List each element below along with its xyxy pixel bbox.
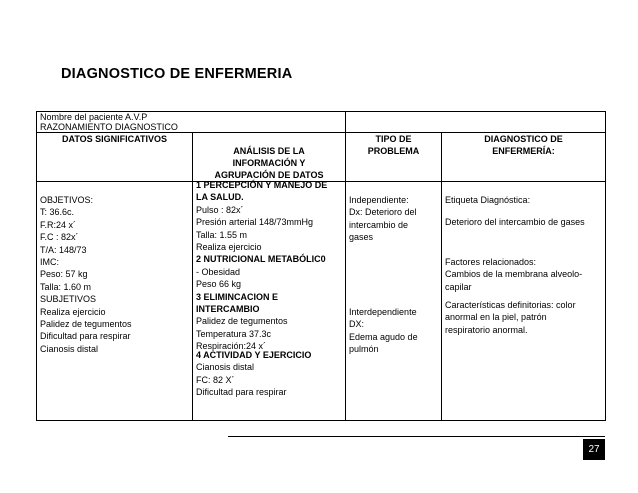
datos-line: Palidez de tegumentos [40, 319, 132, 330]
pattern-heading: 4 ACTIVIDAD Y EJERCICIO [196, 349, 312, 360]
patient-header-row [37, 112, 606, 133]
datos-line: Dificultad para respirar [40, 331, 131, 342]
col-header-tipo: TIPO DE PROBLEMA [346, 133, 442, 182]
diagnostico-cell: Etiqueta Diagnóstica: Deterioro del intercambio de gases Factores relacionados: Cambios de la membrana alveolo- capilar Características definitorias: color anormal en la piel, patrón respiratorio anormal. [442, 182, 606, 421]
tipo-cell: Independiente: Dx: Deterioro del intercambio de gases Interdependiente DX: Edema agudo de pulmón [346, 182, 442, 421]
col-header-diagnostico: DIAGNOSTICO DE ENFERMERÍA: [442, 133, 606, 182]
patient-name-cell [37, 112, 346, 133]
datos-line: IMC: [40, 257, 59, 268]
page-title: DIAGNOSTICO DE ENFERMERIA [61, 66, 293, 82]
datos-line: Realiza ejercicio [40, 306, 106, 317]
datos-line: SUBJETIVOS [40, 294, 97, 305]
diagnosis-table [36, 111, 606, 421]
patient-name-label: Nombre del paciente A.V.P [40, 112, 148, 122]
datos-line: Cianosis distal [40, 343, 99, 354]
datos-line: F.R:24 x´ [40, 219, 77, 230]
datos-line: T: 36.6c. [40, 207, 75, 218]
datos-line: T/A: 148/73 [40, 244, 87, 255]
column-header-row [37, 133, 606, 182]
datos-line: F.C : 82x´ [40, 232, 79, 243]
datos-line: Peso: 57 kg [40, 269, 88, 280]
content-row [37, 182, 606, 421]
col-header-datos: DATOS SIGNIFICATIVOS [37, 133, 193, 182]
analisis-cell: 1 PERCEPCIÓN Y MANEJO DE LA SALUD. Pulso : 82x´ Presión arterial 148/73mmHg Talla: 1.55 m Realiza ejercicio 2 NUTRICIONAL METABÓLIC0 - Obesidad Peso 66 kg 3 ELIMINCACION E INTERCAMBIO Palidez de tegumentos Temperatura 37.3c Respiración:24 x´ 4 ACTIVIDAD Y EJERCICIO Cianosis distal FC: 82 X´ Dificultad para respirar [193, 182, 346, 421]
pattern-heading: 3 ELIMINCACION E [196, 291, 279, 302]
footer-divider [228, 436, 605, 437]
reasoning-label: RAZONAMIENTO DIAGNOSTICO [40, 122, 178, 132]
pattern-heading: 1 PERCEPCIÓN Y MANEJO DE [196, 180, 328, 190]
pattern-heading: 2 NUTRICIONAL METABÓLIC0 [196, 254, 326, 265]
pattern-heading: INTERCAMBIO [196, 304, 260, 315]
col-header-analisis: ANÁLISIS DE LA INFORMACIÓN Y AGRUPACIÓN DE DATOS [193, 133, 346, 182]
page-number: 27 [583, 439, 605, 460]
datos-line: OBJETIVOS: [40, 195, 94, 205]
datos-cell [37, 182, 193, 421]
pattern-heading: LA SALUD. [196, 192, 244, 203]
header-blank-cell [346, 112, 606, 133]
datos-line: Talla: 1.60 m [40, 281, 92, 292]
